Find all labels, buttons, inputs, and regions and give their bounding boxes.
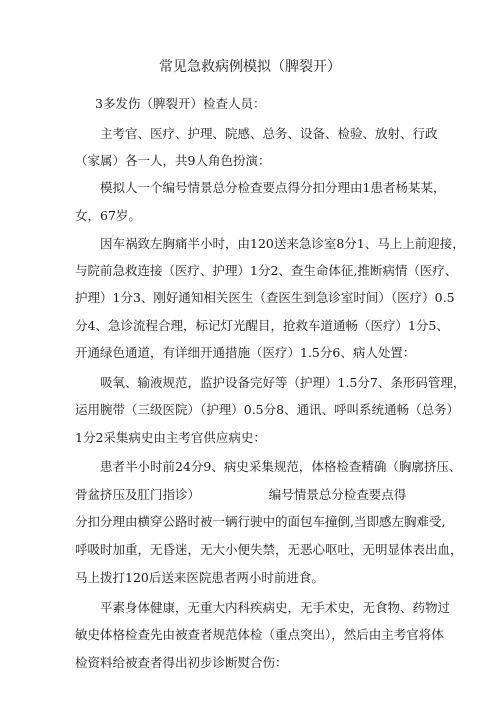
text-line: 主考官、医疗、护理、院感、总务、设备、检验、放射、行政 [100, 126, 438, 141]
text-line: 1分2采集病史由主考官供应病史： [75, 430, 266, 445]
text-line: 模拟人一个编号情景总分检查要点得分扣分理由1患者杨某某， [100, 180, 446, 195]
text-line: 检资料给被查者得出初步诊断熨合伤： [75, 655, 288, 670]
text-line: 分扣分理由横穿公路时被一辆行驶中的面包车撞倒,当即感左胸难受, [75, 514, 446, 529]
text-line: （家属）各一人，共9人角色扮演： [75, 153, 271, 168]
text-line: 骨盆挤压及肛门指诊） 编号情景总分检查要点得 [75, 487, 407, 502]
text-line: 运用腕带（三级医院）（护理）0.5分8、通讯、呼叫系统通畅（总务） [75, 402, 460, 417]
text-line: 分4、急诊流程合理，标记灯光醒目，抢救车道通畅（医疗）1分5、 [75, 318, 449, 333]
text-line: 3多发伤（脾裂开）检查人员： [95, 96, 266, 111]
text-line: 敏史体格检查先由被查者规范体检（重点突出），然后由主考官将体 [75, 627, 444, 642]
text-line: 呼吸时加重，无昏迷，无大小便失禁，无恶心呕吐，无明显体表出血， [75, 542, 463, 557]
text-line: 护理）1分3、刚好通知相关医生（查医生到急诊室时间）（医疗）0.5 [75, 290, 455, 305]
text-line: 与院前急救连接（医疗、护理）1分2、查生命体征,推断病情（医疗、 [75, 263, 458, 278]
text-line: 患者半小时前24分9、病史采集规范，体格检查精确（胸廓挤压、 [100, 459, 462, 474]
text-line: 因车祸致左胸痛半小时，由120送来急诊室8分1、马上上前迎接， [100, 236, 465, 251]
text-line: 吸氧、输液规范，监护设备完好等（护理）1.5分7、条形码管理， [100, 375, 466, 390]
text-line: 开通绿色通道，有详细开通措施（医疗）1.5分6、病人处置： [75, 345, 416, 360]
text-line: 马上拨打120后送来医院患者两小时前进食。 [75, 570, 324, 585]
text-line: 女，67岁。 [75, 208, 141, 223]
document-title: 常见急救病例模拟（脾裂开） [159, 59, 341, 75]
text-line: 平素身体健康，无重大内科疾病史，无手术史，无食物、药物过 [100, 600, 451, 615]
